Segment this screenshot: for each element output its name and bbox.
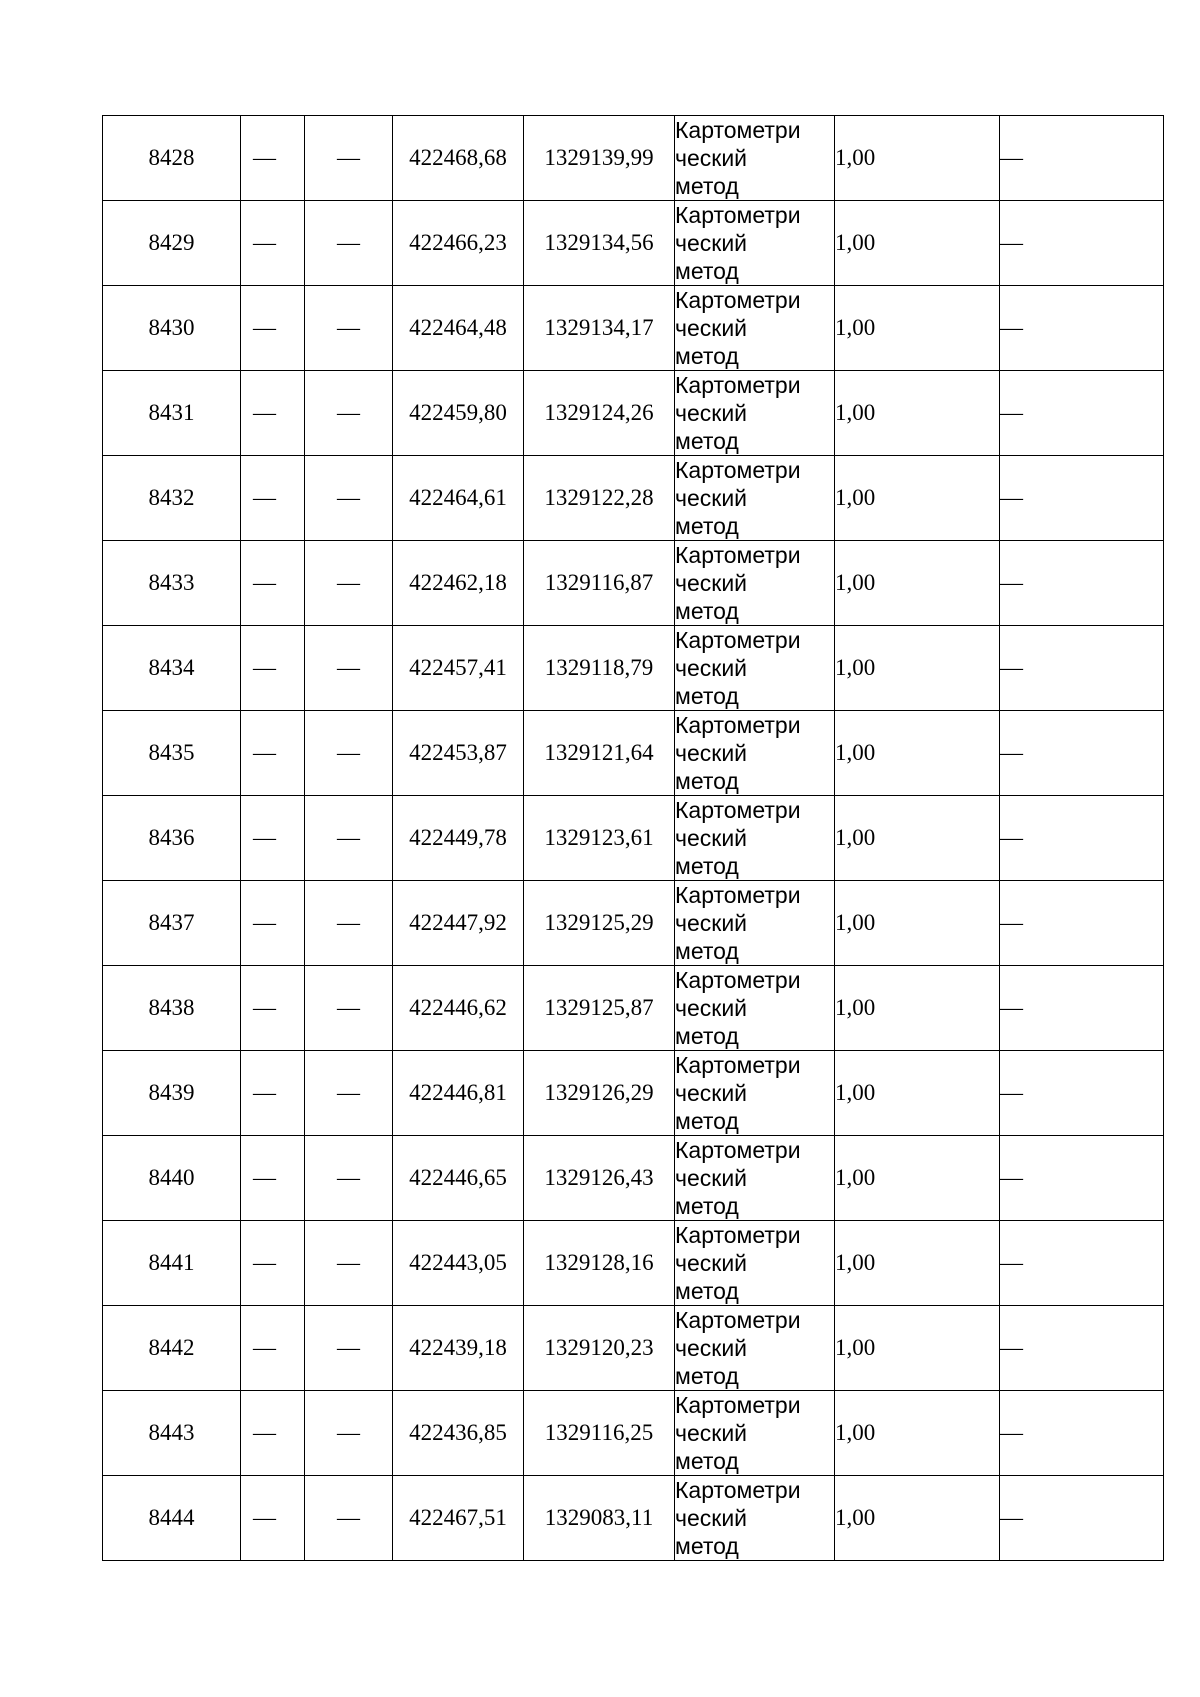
empty-old-y-cell: — xyxy=(305,286,393,371)
point-number-cell: 8444 xyxy=(103,1476,241,1561)
y-coordinate-cell: 1329120,23 xyxy=(524,1306,675,1391)
point-number-cell: 8433 xyxy=(103,541,241,626)
table-row xyxy=(103,1136,1164,1221)
coordinates-table xyxy=(102,115,1164,1561)
empty-old-y-cell: — xyxy=(305,966,393,1051)
accuracy-cell: 1,00 xyxy=(835,116,1000,201)
x-coordinate-cell: 422447,92 xyxy=(393,881,524,966)
table-row xyxy=(103,966,1164,1051)
table-body xyxy=(103,116,1164,1561)
description-cell: — xyxy=(1000,711,1164,796)
y-coordinate-cell: 1329126,43 xyxy=(524,1136,675,1221)
point-number-cell: 8440 xyxy=(103,1136,241,1221)
point-number-cell: 8431 xyxy=(103,371,241,456)
table-row xyxy=(103,1051,1164,1136)
y-coordinate-cell: 1329139,99 xyxy=(524,116,675,201)
accuracy-cell: 1,00 xyxy=(835,626,1000,711)
x-coordinate-cell: 422439,18 xyxy=(393,1306,524,1391)
description-cell: — xyxy=(1000,881,1164,966)
empty-old-x-cell: — xyxy=(241,1476,305,1561)
table-row xyxy=(103,711,1164,796)
empty-old-y-cell: — xyxy=(305,456,393,541)
method-cell: Картометри ческий метод xyxy=(675,626,835,711)
empty-old-x-cell: — xyxy=(241,626,305,711)
table-row xyxy=(103,456,1164,541)
y-coordinate-cell: 1329123,61 xyxy=(524,796,675,881)
empty-old-x-cell: — xyxy=(241,1306,305,1391)
table-row xyxy=(103,881,1164,966)
x-coordinate-cell: 422443,05 xyxy=(393,1221,524,1306)
empty-old-y-cell: — xyxy=(305,881,393,966)
description-cell: — xyxy=(1000,1391,1164,1476)
method-cell: Картометри ческий метод xyxy=(675,116,835,201)
y-coordinate-cell: 1329118,79 xyxy=(524,626,675,711)
point-number-cell: 8439 xyxy=(103,1051,241,1136)
empty-old-y-cell: — xyxy=(305,1051,393,1136)
method-cell: Картометри ческий метод xyxy=(675,286,835,371)
empty-old-x-cell: — xyxy=(241,796,305,881)
table-row xyxy=(103,1221,1164,1306)
table-row xyxy=(103,371,1164,456)
empty-old-y-cell: — xyxy=(305,796,393,881)
x-coordinate-cell: 422446,62 xyxy=(393,966,524,1051)
empty-old-x-cell: — xyxy=(241,1391,305,1476)
description-cell: — xyxy=(1000,286,1164,371)
y-coordinate-cell: 1329116,25 xyxy=(524,1391,675,1476)
x-coordinate-cell: 422467,51 xyxy=(393,1476,524,1561)
point-number-cell: 8432 xyxy=(103,456,241,541)
method-cell: Картометри ческий метод xyxy=(675,201,835,286)
x-coordinate-cell: 422462,18 xyxy=(393,541,524,626)
accuracy-cell: 1,00 xyxy=(835,1051,1000,1136)
method-cell: Картометри ческий метод xyxy=(675,541,835,626)
empty-old-y-cell: — xyxy=(305,1476,393,1561)
method-cell: Картометри ческий метод xyxy=(675,881,835,966)
method-cell: Картометри ческий метод xyxy=(675,1476,835,1561)
description-cell: — xyxy=(1000,1476,1164,1561)
table-row xyxy=(103,1306,1164,1391)
table-row xyxy=(103,626,1164,711)
x-coordinate-cell: 422457,41 xyxy=(393,626,524,711)
accuracy-cell: 1,00 xyxy=(835,966,1000,1051)
accuracy-cell: 1,00 xyxy=(835,881,1000,966)
x-coordinate-cell: 422446,81 xyxy=(393,1051,524,1136)
accuracy-cell: 1,00 xyxy=(835,1476,1000,1561)
empty-old-x-cell: — xyxy=(241,881,305,966)
accuracy-cell: 1,00 xyxy=(835,1391,1000,1476)
y-coordinate-cell: 1329116,87 xyxy=(524,541,675,626)
empty-old-x-cell: — xyxy=(241,286,305,371)
description-cell: — xyxy=(1000,966,1164,1051)
accuracy-cell: 1,00 xyxy=(835,201,1000,286)
accuracy-cell: 1,00 xyxy=(835,541,1000,626)
accuracy-cell: 1,00 xyxy=(835,711,1000,796)
table-row xyxy=(103,796,1164,881)
table-row xyxy=(103,1476,1164,1561)
method-cell: Картометри ческий метод xyxy=(675,966,835,1051)
empty-old-y-cell: — xyxy=(305,1221,393,1306)
point-number-cell: 8429 xyxy=(103,201,241,286)
empty-old-y-cell: — xyxy=(305,1391,393,1476)
empty-old-x-cell: — xyxy=(241,1136,305,1221)
description-cell: — xyxy=(1000,541,1164,626)
empty-old-y-cell: — xyxy=(305,201,393,286)
description-cell: — xyxy=(1000,626,1164,711)
method-cell: Картометри ческий метод xyxy=(675,456,835,541)
empty-old-x-cell: — xyxy=(241,201,305,286)
empty-old-x-cell: — xyxy=(241,116,305,201)
y-coordinate-cell: 1329122,28 xyxy=(524,456,675,541)
empty-old-x-cell: — xyxy=(241,1051,305,1136)
y-coordinate-cell: 1329083,11 xyxy=(524,1476,675,1561)
accuracy-cell: 1,00 xyxy=(835,1136,1000,1221)
accuracy-cell: 1,00 xyxy=(835,371,1000,456)
table-row xyxy=(103,116,1164,201)
method-cell: Картометри ческий метод xyxy=(675,1136,835,1221)
accuracy-cell: 1,00 xyxy=(835,1221,1000,1306)
method-cell: Картометри ческий метод xyxy=(675,711,835,796)
empty-old-y-cell: — xyxy=(305,711,393,796)
table-row xyxy=(103,286,1164,371)
y-coordinate-cell: 1329124,26 xyxy=(524,371,675,456)
description-cell: — xyxy=(1000,1051,1164,1136)
empty-old-x-cell: — xyxy=(241,1221,305,1306)
accuracy-cell: 1,00 xyxy=(835,1306,1000,1391)
empty-old-y-cell: — xyxy=(305,1306,393,1391)
point-number-cell: 8430 xyxy=(103,286,241,371)
accuracy-cell: 1,00 xyxy=(835,796,1000,881)
method-cell: Картометри ческий метод xyxy=(675,1306,835,1391)
description-cell: — xyxy=(1000,116,1164,201)
method-cell: Картометри ческий метод xyxy=(675,371,835,456)
description-cell: — xyxy=(1000,1221,1164,1306)
point-number-cell: 8438 xyxy=(103,966,241,1051)
method-cell: Картометри ческий метод xyxy=(675,1391,835,1476)
point-number-cell: 8435 xyxy=(103,711,241,796)
empty-old-y-cell: — xyxy=(305,1136,393,1221)
empty-old-x-cell: — xyxy=(241,371,305,456)
x-coordinate-cell: 422446,65 xyxy=(393,1136,524,1221)
description-cell: — xyxy=(1000,796,1164,881)
description-cell: — xyxy=(1000,456,1164,541)
description-cell: — xyxy=(1000,371,1164,456)
x-coordinate-cell: 422468,68 xyxy=(393,116,524,201)
y-coordinate-cell: 1329125,29 xyxy=(524,881,675,966)
accuracy-cell: 1,00 xyxy=(835,286,1000,371)
empty-old-y-cell: — xyxy=(305,541,393,626)
point-number-cell: 8437 xyxy=(103,881,241,966)
empty-old-y-cell: — xyxy=(305,116,393,201)
empty-old-y-cell: — xyxy=(305,626,393,711)
x-coordinate-cell: 422453,87 xyxy=(393,711,524,796)
y-coordinate-cell: 1329121,64 xyxy=(524,711,675,796)
x-coordinate-cell: 422466,23 xyxy=(393,201,524,286)
table-row xyxy=(103,1391,1164,1476)
empty-old-x-cell: — xyxy=(241,456,305,541)
x-coordinate-cell: 422464,48 xyxy=(393,286,524,371)
point-number-cell: 8436 xyxy=(103,796,241,881)
description-cell: — xyxy=(1000,201,1164,286)
accuracy-cell: 1,00 xyxy=(835,456,1000,541)
method-cell: Картометри ческий метод xyxy=(675,1221,835,1306)
y-coordinate-cell: 1329126,29 xyxy=(524,1051,675,1136)
x-coordinate-cell: 422449,78 xyxy=(393,796,524,881)
method-cell: Картометри ческий метод xyxy=(675,796,835,881)
point-number-cell: 8434 xyxy=(103,626,241,711)
description-cell: — xyxy=(1000,1136,1164,1221)
empty-old-x-cell: — xyxy=(241,711,305,796)
y-coordinate-cell: 1329125,87 xyxy=(524,966,675,1051)
x-coordinate-cell: 422464,61 xyxy=(393,456,524,541)
empty-old-x-cell: — xyxy=(241,966,305,1051)
y-coordinate-cell: 1329134,56 xyxy=(524,201,675,286)
empty-old-x-cell: — xyxy=(241,541,305,626)
x-coordinate-cell: 422459,80 xyxy=(393,371,524,456)
method-cell: Картометри ческий метод xyxy=(675,1051,835,1136)
x-coordinate-cell: 422436,85 xyxy=(393,1391,524,1476)
description-cell: — xyxy=(1000,1306,1164,1391)
point-number-cell: 8441 xyxy=(103,1221,241,1306)
table-row xyxy=(103,541,1164,626)
point-number-cell: 8428 xyxy=(103,116,241,201)
point-number-cell: 8443 xyxy=(103,1391,241,1476)
table-row xyxy=(103,201,1164,286)
y-coordinate-cell: 1329128,16 xyxy=(524,1221,675,1306)
y-coordinate-cell: 1329134,17 xyxy=(524,286,675,371)
empty-old-y-cell: — xyxy=(305,371,393,456)
point-number-cell: 8442 xyxy=(103,1306,241,1391)
